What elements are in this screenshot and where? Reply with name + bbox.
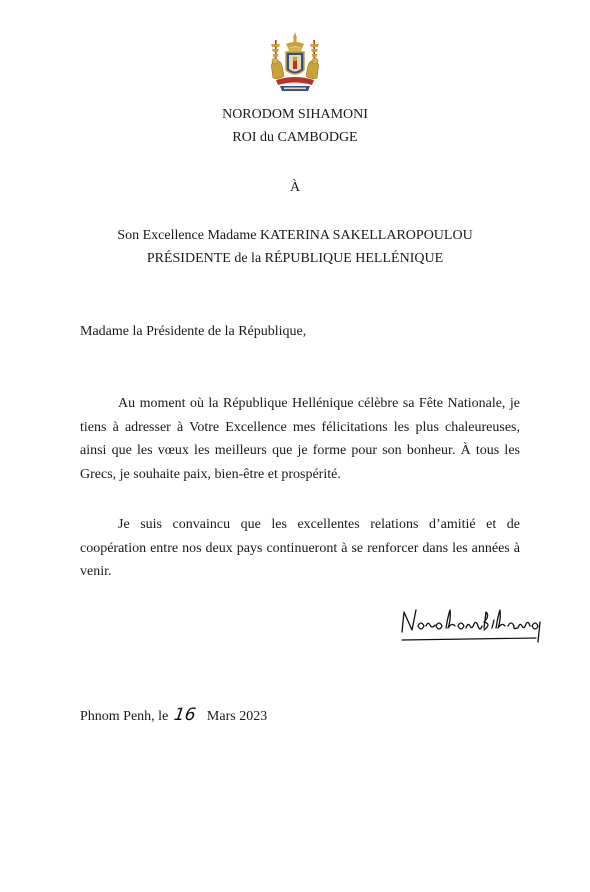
handwritten-day: 16 — [172, 705, 197, 725]
body-paragraph: Au moment où la République Hellénique célèbre sa Fête Nationale, je tiens à adresser à Votre Excellence mes félicitations les plus chaleureuses, ainsi que les vœux les meilleurs que je forme pour son bonheur. À tous les Grecs, je souhaite paix, bien-être et prospérité. — [80, 396, 520, 482]
sender-name: NORODOM SIHAMONI — [222, 107, 368, 122]
address-to-mark: À — [289, 180, 301, 195]
month-year: Mars 2023 — [206, 709, 268, 724]
salutation: Madame la Présidente de la République, — [80, 324, 307, 339]
recipient-title: PRÉSIDENTE de la RÉPUBLIQUE HELLÉNIQUE — [146, 251, 444, 266]
handwritten-signature — [398, 602, 546, 646]
recipient-name: Son Excellence Madame KATERINA SAKELLAROPOULOU — [117, 228, 473, 243]
royal-coat-of-arms-icon — [262, 30, 328, 96]
body-paragraph: Je suis convaincu que les excellentes relations d’amitié et de coopération entre nos deux pays continueront à se renforcer dans les années à venir. — [80, 517, 520, 579]
place-and-date — [80, 706, 267, 726]
sender-title: ROI du CAMBODGE — [232, 130, 358, 145]
place-prefix: Phnom Penh, le — [80, 709, 169, 724]
